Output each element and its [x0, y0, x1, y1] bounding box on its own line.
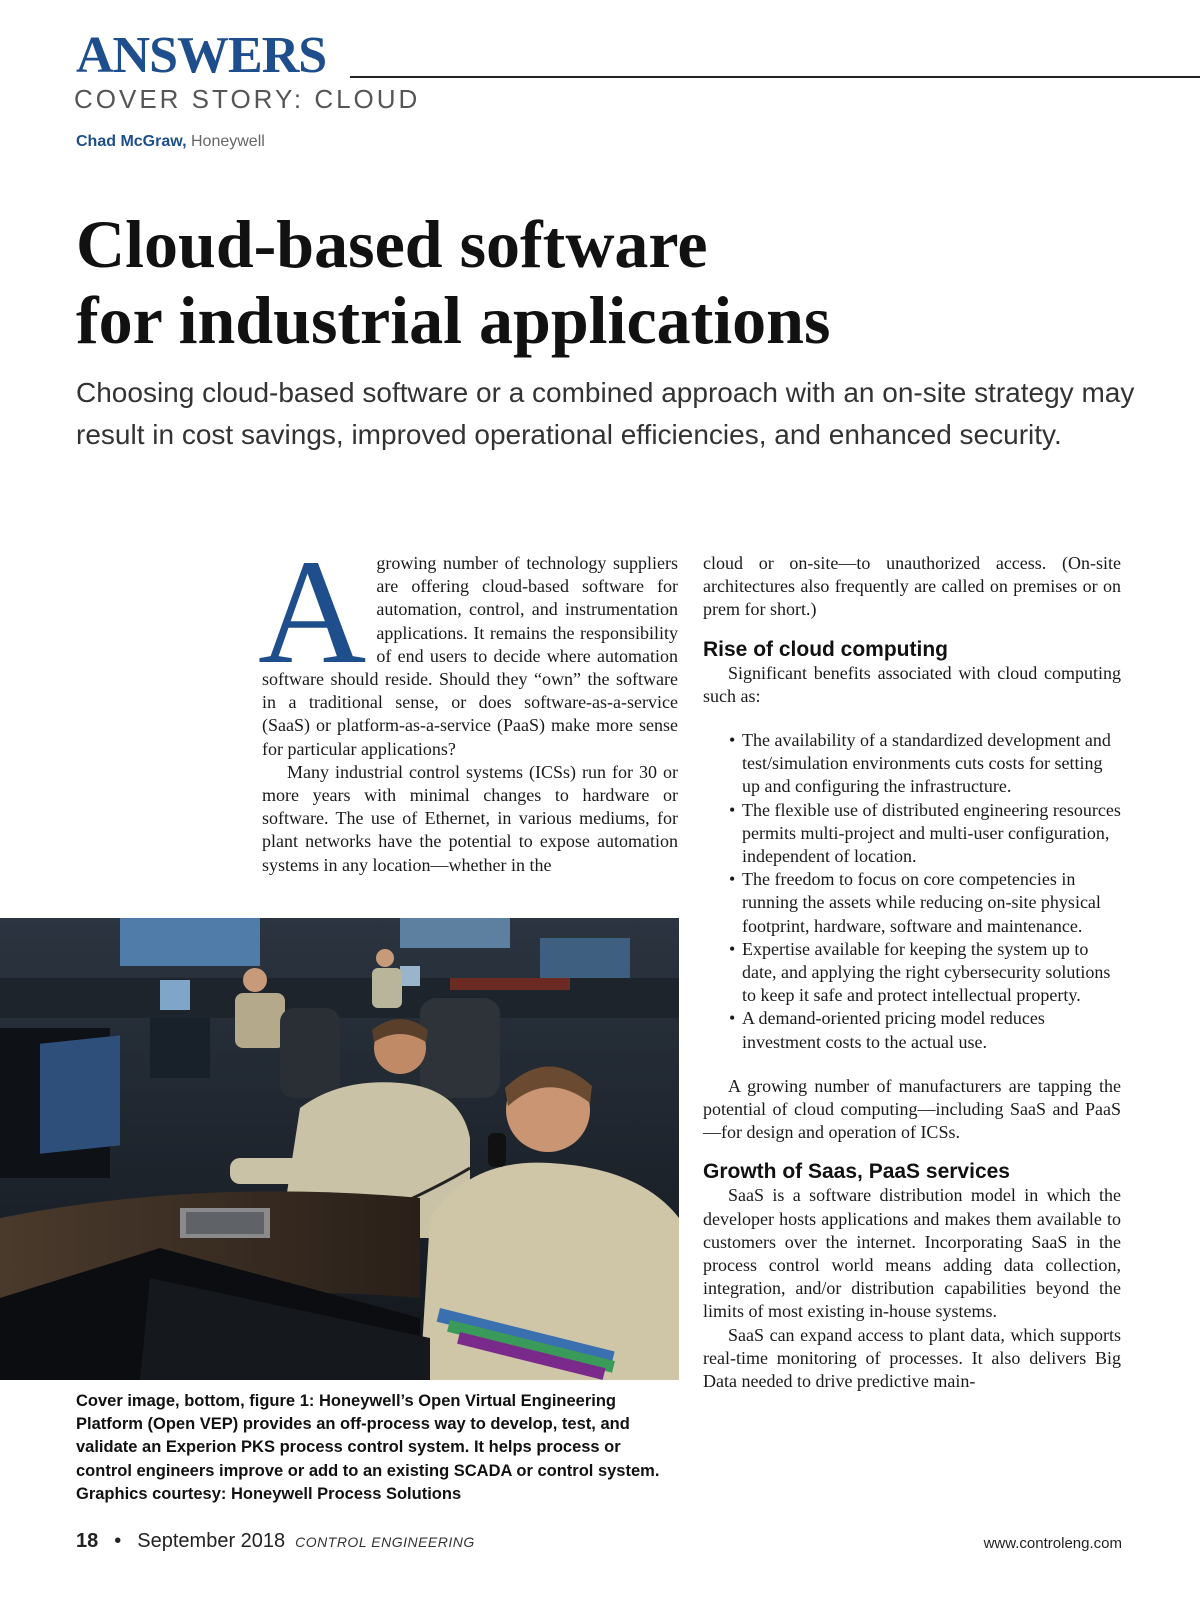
- article-headline: [76, 206, 1126, 358]
- bullet-glyph: •: [729, 1008, 736, 1029]
- benefits-list: [703, 729, 1121, 1054]
- byline: [76, 133, 265, 151]
- section-title: ANSWERS: [76, 27, 327, 84]
- body-paragraph: A growing number of manufacturers are tapping the potential of cloud computing—including SaaS and PaaS—for design and operation of ICSs.: [703, 1075, 1121, 1143]
- magazine-name: CONTROL ENGINEERING: [295, 1534, 475, 1550]
- bullet-glyph: •: [729, 938, 736, 959]
- author-name: Chad McGraw,: [76, 133, 187, 150]
- list-item: • Expertise available for keeping the system up to date, and applying the right cybersecurity solutions to keep it safe and protect intellectual property.: [729, 938, 1111, 1006]
- website-url[interactable]: www.controleng.com: [983, 1535, 1122, 1552]
- body-paragraph: Many industrial control systems (ICSs) run for 30 or more years with minimal changes to hardware or software. The use of Ethernet, in various mediums, for plant networks have the potential to expose automation systems in any location—whether in the: [262, 761, 678, 875]
- list-item: • The flexible use of distributed engineering resources permits multi-project and multi-user configuration, independent of location.: [729, 799, 1121, 867]
- body-column-1: [258, 529, 678, 877]
- body-paragraph: cloud or on-site—to unauthorized access. (On-site architectures also frequently are called on premises or on prem for short.): [703, 553, 1121, 620]
- footer-separator: •: [114, 1530, 122, 1552]
- article-deck: Choosing cloud-based software or a combined approach with an on-site strategy may result in cost savings, improved operational efficiencies, and enhanced security.: [76, 377, 1135, 450]
- body-column-2: [703, 552, 1121, 1393]
- headline-line-1: Cloud-based software: [76, 206, 708, 282]
- list-item: • A demand-oriented pricing model reduces investment costs to the actual use.: [729, 1008, 1045, 1052]
- subheading: Rise of cloud computing: [703, 637, 948, 661]
- body-paragraph: SaaS is a software distribution model in which the developer hosts applications and makes them available to customers over the internet. Incorporating SaaS in the process control world means adding data collection, integration, and/or distribution capabilities beyond the limits of most existing in-house systems.: [703, 1185, 1121, 1322]
- bullet-glyph: •: [729, 799, 736, 820]
- header-rule: [350, 76, 1200, 78]
- drop-cap: A: [258, 529, 367, 695]
- subheading: Growth of Saas, PaaS services: [703, 1160, 1010, 1184]
- control-room-photo: [0, 918, 679, 1380]
- section-subtitle: COVER STORY: CLOUD: [74, 84, 421, 114]
- page-footer: [76, 1530, 475, 1553]
- body-paragraph: SaaS can expand access to plant data, which supports real-time monitoring of processes. It also delivers Big Data needed to drive predictive main-: [703, 1324, 1121, 1392]
- issue-date: September 2018: [137, 1530, 286, 1552]
- figure-caption: Cover image, bottom, figure 1: Honeywell’s Open Virtual Engineering Platform (Open VEP) provides an off-process way to develop, test, and validate an Experion PKS process control system. It helps process or control engineers improve or add to an existing SCADA or control system. Graphics courtesy: Honeywell Process Solutions: [76, 1392, 660, 1503]
- body-paragraph: growing number of technology suppliers are offering cloud-based software for automation, control, and instrumentation applications. It remains the responsibility of end users to decide where automation software should reside. Should they “own” the software in a traditional sense, or does software-as-a-service (SaaS) or platform-as-a-service (PaaS) make more sense for particular applications?: [262, 553, 678, 759]
- bullet-glyph: •: [729, 730, 736, 751]
- headline-line-2: for industrial applications: [76, 282, 831, 358]
- page-number: 18: [76, 1530, 99, 1552]
- body-paragraph: Significant benefits associated with cloud computing such as:: [703, 662, 1121, 706]
- author-organization: Honeywell: [191, 133, 265, 150]
- list-item: • The freedom to focus on core competencies in running the assets while reducing on-site physical footprint, hardware, software and maintenance.: [729, 869, 1101, 936]
- list-item: • The availability of a standardized development and test/simulation environments cuts costs for setting up and configuring the infrastructure.: [729, 730, 1111, 797]
- bullet-glyph: •: [729, 869, 736, 890]
